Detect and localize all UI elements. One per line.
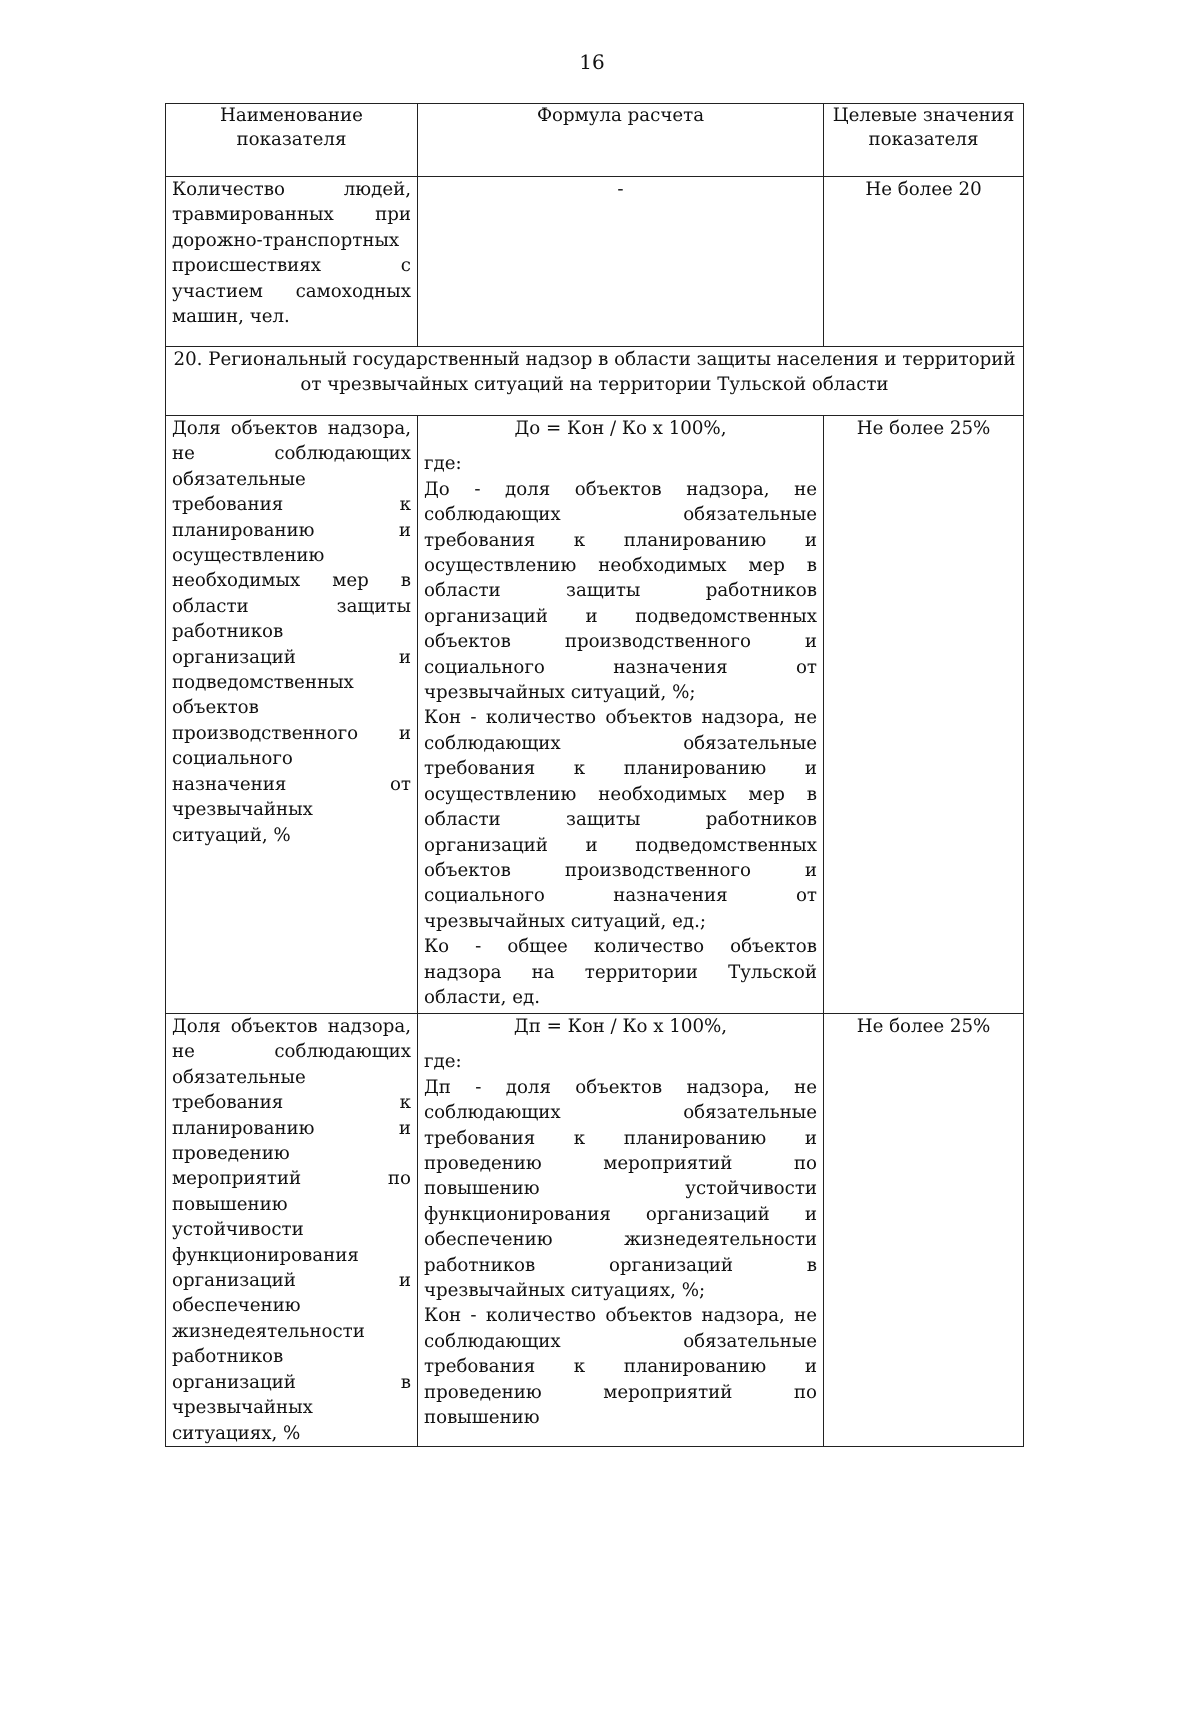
indicators-table xyxy=(165,103,1024,1447)
header-target-values: Целевые значения показателя xyxy=(824,104,1024,177)
header-formula: Формула расчета xyxy=(418,104,824,177)
formula-definition: До - доля объектов надзора, не соблюдающих обязательные требования к планированию и осуществлению необходимых мер в области защиты работников организаций и подведомственных объектов производственного и социального назначения от чрезвычайных ситуаций, %; xyxy=(424,478,817,704)
table-row xyxy=(166,416,1024,1014)
indicator-formula-cell xyxy=(418,416,824,1014)
section-title: 20. Региональный государственный надзор в области защиты населения и территорий от чрезвычайных ситуаций на территории Тульской области xyxy=(166,347,1024,416)
formula-where-label: где: xyxy=(424,1051,462,1073)
indicator-name: Количество людей, травмированных при дорожно-транспортных происшествиях с участием самоходных машин, чел. xyxy=(166,177,418,347)
formula-where-label: где: xyxy=(424,453,462,475)
formula-definition: Дп - доля объектов надзора, не соблюдающих обязательные требования к планированию и проведению мероприятий по повышению устойчивости функционирования организаций и обеспечению жизнедеятельности работников организаций в чрезвычайных ситуациях, %; xyxy=(424,1076,817,1302)
section-row xyxy=(166,347,1024,416)
indicator-formula-cell xyxy=(418,1014,824,1447)
indicator-name: Доля объектов надзора, не соблюдающих обязательные требования к планированию и осуществлению необходимых мер в области защиты работников организаций и подведомственных объектов производственного и социального назначения от чрезвычайных ситуаций, % xyxy=(166,416,418,1014)
formula-definition: Кон - количество объектов надзора, не соблюдающих обязательные требования к планированию и проведению мероприятий по повышению xyxy=(424,1305,817,1429)
indicator-formula: - xyxy=(418,177,824,347)
table-row xyxy=(166,1014,1024,1447)
formula-definition: Кон - количество объектов надзора, не соблюдающих обязательные требования к планированию и осуществлению необходимых мер в области защиты работников организаций и подведомственных объектов производственного и социального назначения от чрезвычайных ситуаций, ед.; xyxy=(424,707,817,932)
header-indicator-name: Наименование показателя xyxy=(166,104,418,177)
table-header-row xyxy=(166,104,1024,177)
table-row xyxy=(166,177,1024,347)
indicator-target: Не более 25% xyxy=(824,416,1024,1014)
page-number: 16 xyxy=(579,50,605,74)
indicator-name: Доля объектов надзора, не соблюдающих обязательные требования к планированию и проведению мероприятий по повышению устойчивости функционирования организаций и обеспечению жизнедеятельности работников организаций в чрезвычайных ситуациях, % xyxy=(166,1014,418,1447)
indicator-target: Не более 20 xyxy=(824,177,1024,347)
formula-definition: Ко - общее количество объектов надзора на территории Тульской области, ед. xyxy=(424,936,817,1008)
formula-expression: До = Кон / Ко х 100%, xyxy=(514,418,727,439)
formula-expression: Дп = Кон / Ко х 100%, xyxy=(513,1016,728,1037)
indicator-target: Не более 25% xyxy=(824,1014,1024,1447)
